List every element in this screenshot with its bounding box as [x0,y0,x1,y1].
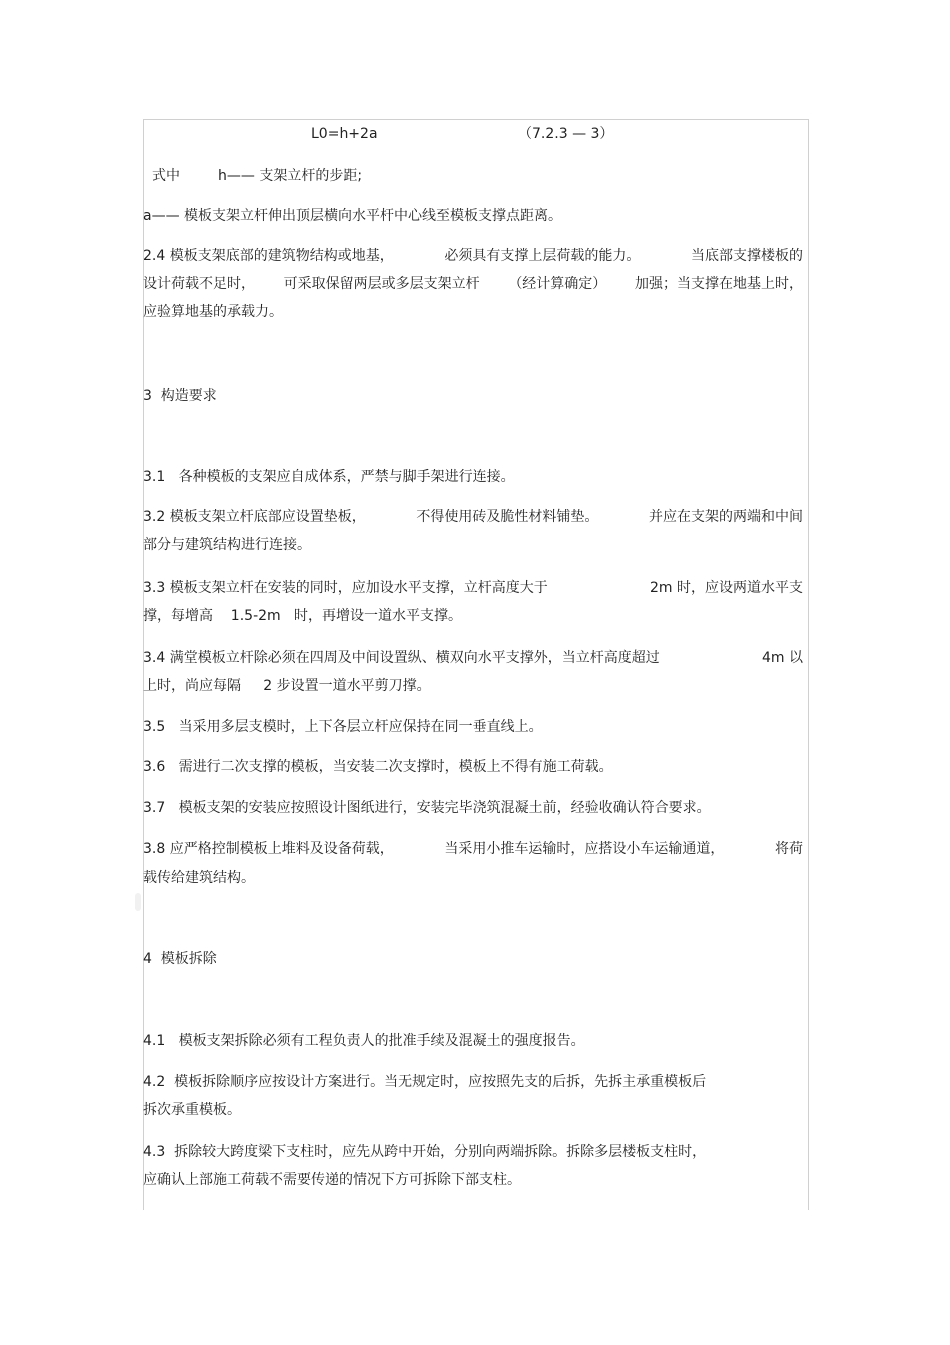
para-3-1: 3.1 各种模板的支架应自成体系，严禁与脚手架进行连接。 [143,469,515,485]
para-3-8-line1 [143,841,803,857]
para-3-2-line1 [143,509,803,525]
para-3-3-line1 [143,580,803,596]
para-3-3-line2: 撑，每增高 1.5-2m 时，再增设一道水平支撑。 [143,608,463,624]
text-segment: 3.4 满堂模板立杆除必须在四周及中间设置纵、横双向水平支撑外，当立杆高度超过 [143,650,660,666]
para-3-2-line2: 部分与建筑结构进行连接。 [143,537,311,553]
text-segment: （经计算确定） [508,276,607,292]
text-segment: 3.8 应严格控制模板上堆料及设备荷载， [143,841,394,857]
para-3-4-line1 [143,650,803,666]
para-3-8-line2: 载传给建筑结构。 [143,870,255,886]
text-segment: 将荷 [775,841,803,857]
text-segment: 2.4 模板支架底部的建筑物结构或地基， [143,248,394,264]
section-heading-3: 3 构造要求 [143,388,217,404]
margin-mark [135,893,141,911]
text-segment: 3.2 模板支架立杆底部应设置垫板， [143,509,366,525]
text-segment: 当采用小推车运输时，应搭设小车运输通道， [444,841,725,857]
para-4-2-line1: 4.2 模板拆除顺序应按设计方案进行。当无规定时，应按照先支的后拆，先拆主承重模板后 [143,1074,707,1090]
section-heading-4: 4 模板拆除 [143,951,217,967]
text-segment: 不得使用砖及脆性材料铺垫。 [416,509,599,525]
text-segment: 3.3 模板支架立杆在安装的同时，应加设水平支撑，立杆高度大于 [143,580,548,596]
para-3-7: 3.7 模板支架的安装应按照设计图纸进行，安装完毕浇筑混凝土前，经验收确认符合要求。 [143,800,711,816]
para-2-4-line1 [143,248,803,264]
para-4-1: 4.1 模板支架拆除必须有工程负责人的批准手续及混凝土的强度报告。 [143,1033,585,1049]
para-4-2-line2: 拆次承重模板。 [143,1102,241,1118]
where-prefix: 式中 [152,168,180,184]
formula-expression: L0=h+2a [311,126,378,142]
text-segment: 4m 以 [762,650,803,666]
a-definition: a—— 模板支架立杆伸出顶层横向水平杆中心线至模板支撑点距离。 [143,208,563,224]
para-3-4-line2: 上时，尚应每隔 2 步设置一道水平剪刀撑。 [143,678,431,694]
text-segment: 加强；当支撑在地基上时， [634,276,803,292]
para-3-6: 3.6 需进行二次支撑的模板，当安装二次支撑时，模板上不得有施工荷载。 [143,759,613,775]
text-segment: 可采取保留两层或多层支架立杆 [283,276,480,292]
text-segment: 2m 时，应设两道水平支 [650,580,803,596]
text-segment: 并应在支架的两端和中间 [649,509,803,525]
para-2-4-line2 [143,276,803,292]
text-segment: 必须具有支撑上层荷载的能力。 [444,248,641,264]
para-4-3-line1: 4.3 拆除较大跨度梁下支柱时，应先从跨中开始，分别向两端拆除。拆除多层楼板支柱时， [143,1144,707,1160]
text-segment: 设计荷载不足时， [143,276,255,292]
text-segment: 当底部支撑楼板的 [691,248,803,264]
para-4-3-line2: 应确认上部施工荷载不需要传递的情况下方可拆除下部支柱。 [143,1172,521,1188]
para-3-5: 3.5 当采用多层支模时，上下各层立杆应保持在同一垂直线上。 [143,719,543,735]
para-2-4-line3: 应验算地基的承载力。 [143,304,283,320]
h-definition: h—— 支架立杆的步距; [218,168,363,184]
formula-reference: （7.2.3 — 3） [518,126,614,142]
